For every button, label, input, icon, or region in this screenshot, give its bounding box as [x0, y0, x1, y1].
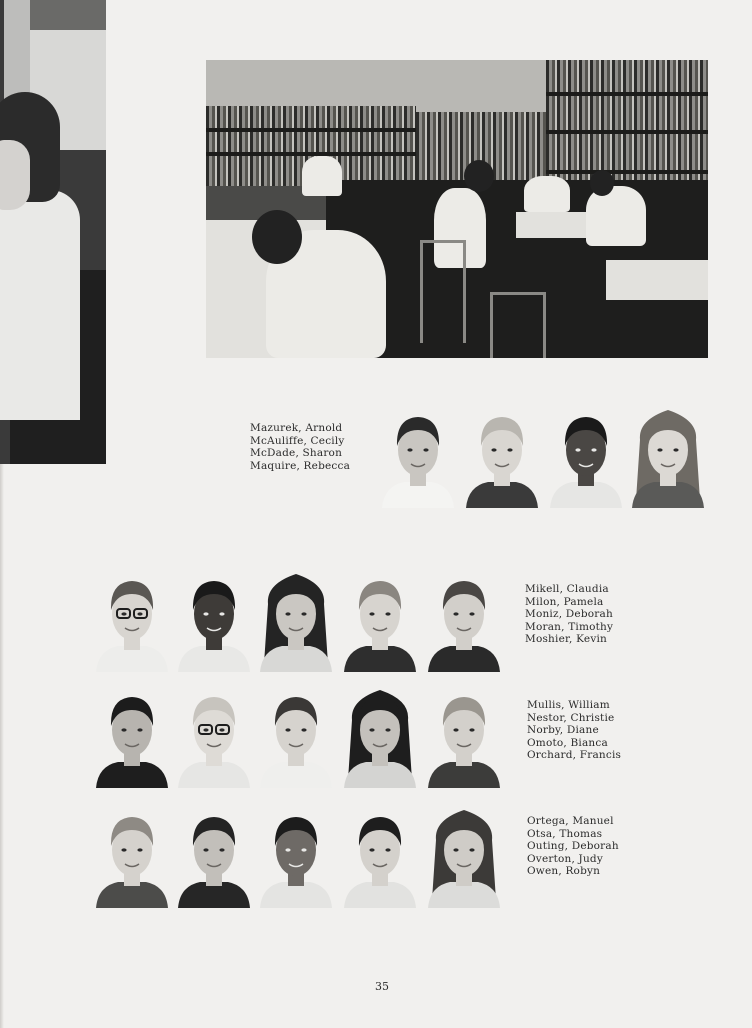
chair — [420, 240, 466, 343]
portrait-eye — [453, 612, 458, 615]
student-name: McDade, Sharon — [250, 447, 343, 460]
shelf-line — [546, 92, 708, 96]
student-name: Milon, Pamela — [525, 595, 604, 608]
portrait-eye — [219, 848, 224, 851]
portrait-eye — [285, 612, 290, 615]
student-head — [252, 210, 302, 264]
student-name: Owen, Robyn — [527, 865, 601, 878]
student-background — [524, 176, 570, 212]
student-name: Orchard, Francis — [527, 749, 622, 762]
student-name: Omoto, Bianca — [527, 736, 608, 749]
portrait-nestor-christie — [174, 680, 254, 788]
portrait-otsa-thomas — [174, 800, 254, 908]
chair — [490, 292, 546, 358]
portrait-eye — [285, 728, 290, 731]
student-name: Outing, Deborah — [527, 840, 619, 853]
student-head — [464, 160, 494, 192]
portrait-eye — [219, 612, 224, 615]
shelf-line — [546, 130, 708, 134]
portrait-mcdade-sharon — [546, 400, 626, 508]
side-photo-cropped-student — [0, 0, 106, 464]
student-name: Moshier, Kevin — [525, 633, 607, 646]
student-head — [590, 170, 614, 196]
portrait-outing-deborah — [256, 800, 336, 908]
portrait-maquire-rebecca — [628, 400, 708, 508]
student-name: Moran, Timothy — [525, 620, 614, 633]
portrait-eye — [301, 612, 306, 615]
portrait-orchard-francis — [424, 680, 504, 788]
name-list-group-2 — [525, 583, 613, 646]
portrait-eye — [121, 728, 126, 731]
portrait-eye — [453, 848, 458, 851]
portrait-eye — [407, 448, 412, 451]
portrait-norby-diane — [256, 680, 336, 788]
portrait-eye — [469, 848, 474, 851]
library-photo — [206, 60, 708, 358]
portrait-eye — [369, 612, 374, 615]
shelf-line — [546, 170, 708, 174]
shelf-line — [206, 152, 416, 156]
portrait-mazurek-arnold — [378, 400, 458, 508]
page-number: 35 — [375, 980, 389, 993]
student-name: Mazurek, Arnold — [250, 422, 343, 434]
portrait-mullis-william — [92, 680, 172, 788]
student-seated — [586, 186, 646, 246]
student-name: McAuliffe, Cecily — [250, 434, 345, 447]
student-name: Moniz, Deborah — [525, 608, 613, 621]
portrait-eye — [507, 448, 512, 451]
portrait-eye — [575, 448, 580, 451]
window-shade — [28, 0, 106, 30]
portrait-eye — [121, 612, 126, 615]
portrait-eye — [385, 848, 390, 851]
portrait-eye — [385, 728, 390, 731]
portrait-moshier-kevin — [424, 564, 504, 672]
portrait-eye — [203, 728, 208, 731]
student-name: Norby, Diane — [527, 724, 599, 737]
portrait-moran-timothy — [340, 564, 420, 672]
portrait-eye — [121, 848, 126, 851]
white-shirt — [0, 190, 80, 420]
portrait-owen-robyn — [424, 800, 504, 908]
portrait-eye — [203, 848, 208, 851]
portrait-eye — [137, 848, 142, 851]
name-list-group-4 — [527, 815, 619, 878]
portrait-eye — [657, 448, 662, 451]
portrait-eye — [673, 448, 678, 451]
portrait-eye — [219, 728, 224, 731]
portrait-eye — [469, 728, 474, 731]
portrait-eye — [369, 728, 374, 731]
portrait-eye — [423, 448, 428, 451]
shelf-line — [206, 128, 416, 132]
portrait-moniz-deborah — [256, 564, 336, 672]
student-name: Otsa, Thomas — [527, 827, 603, 840]
portrait-eye — [285, 848, 290, 851]
student-name: Ortega, Manuel — [527, 815, 614, 827]
portrait-mcauliffe-cecily — [462, 400, 542, 508]
student-name: Overton, Judy — [527, 852, 603, 865]
portrait-eye — [385, 612, 390, 615]
portrait-omoto-bianca — [340, 680, 420, 788]
portrait-milon-pamela — [174, 564, 254, 672]
portrait-eye — [137, 612, 142, 615]
portrait-eye — [369, 848, 374, 851]
student-name: Mullis, William — [527, 699, 610, 711]
portrait-eye — [137, 728, 142, 731]
portrait-eye — [301, 728, 306, 731]
portrait-overton-judy — [340, 800, 420, 908]
portrait-eye — [469, 612, 474, 615]
portrait-eye — [591, 448, 596, 451]
portrait-eye — [301, 848, 306, 851]
portrait-eye — [453, 728, 458, 731]
student-background — [302, 156, 342, 196]
portrait-mikell-claudia — [92, 564, 172, 672]
portrait-ortega-manuel — [92, 800, 172, 908]
name-list-group-1 — [250, 422, 350, 472]
portrait-eye — [203, 612, 208, 615]
table-right — [606, 260, 708, 300]
student-name: Nestor, Christie — [527, 711, 615, 724]
face — [0, 140, 30, 210]
student-name: Mikell, Claudia — [525, 583, 609, 595]
student-name: Maquire, Rebecca — [250, 459, 351, 472]
name-list-group-3 — [527, 699, 621, 762]
portrait-eye — [491, 448, 496, 451]
